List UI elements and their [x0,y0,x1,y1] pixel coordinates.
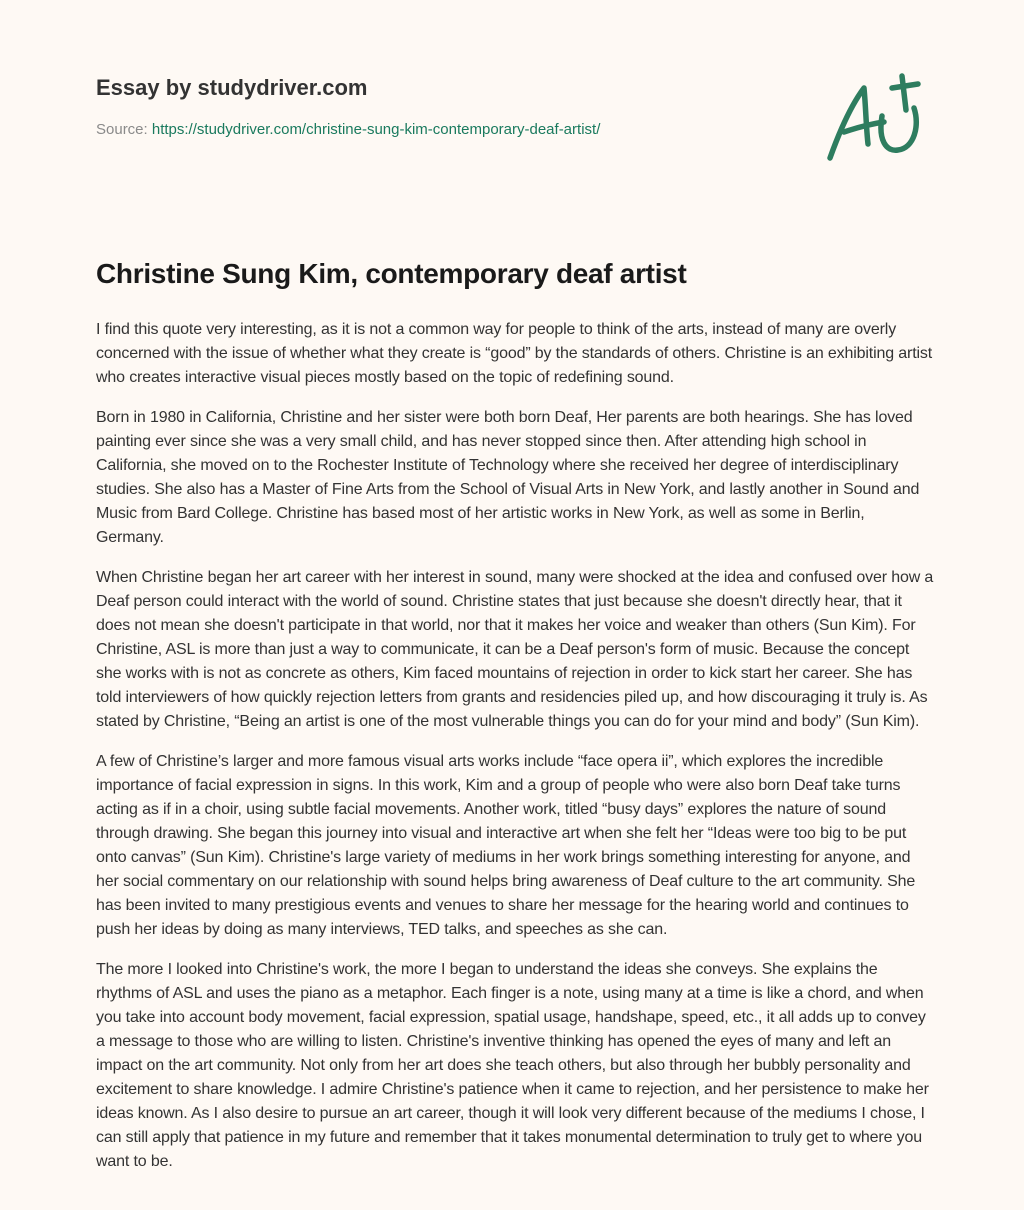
paragraph-4: A few of Christine’s larger and more famous visual arts works include “face opera ii”, which explores the incredible importance of facial expression in signs. In this work, Kim and a group of people who were also born Deaf take turns acting as if in a choir, using subtle facial movements. Another work, titled “busy days” explores the nature of sound through drawing. She began this journey into visual and interactive art when she felt her “Ideas were too big to be put onto canvas” (Sun Kim). Christine's large variety of mediums in her work brings something interesting for anyone, and her social commentary on our relationship with sound helps bring awareness of Deaf culture to the art community. She has been invited to many prestigious events and venues to share her message for the hearing world and continues to push her ideas by doing as many interviews, TED talks, and speeches as she can. [96,753,916,938]
page-header [96,74,796,140]
source-label: Source: [96,121,148,138]
paragraph-5: The more I looked into Christine's work, the more I began to understand the ideas she conveys. She explains the rhythms of ASL and uses the piano as a metaphor. Each finger is a note, using many at a time is like a chord, and when you take into account body movement, facial expression, spatial usage, handshape, speed, etc., it all adds up to convey a message to those who are willing to listen. Christine's inventive thinking has opened the eyes of many and left an impact on the art community. Not only from her art does she teach others, but also through her bubbly personality and excitement to share knowledge. I admire Christine's patience when it came to rejection, and her persistence to make her ideas known. As I also desire to pursue an art career, though it will look very different because of the mediums I chose, I can still apply that patience in my future and remember that it takes monumental determination to truly get to where you want to be. [96,961,929,1170]
essay-article [96,254,936,1190]
site-title: Essay by studydriver.com [96,75,368,100]
article-title: Christine Sung Kim, contemporary deaf artist [96,258,687,289]
paragraph-3: When Christine began her art career with her interest in sound, many were shocked at the idea and confused over how a Deaf person could interact with the world of sound. Christine states that just because she doesn't directly hear, that it does not mean she doesn't participate in that world, nor that it makes her voice and weaker than others (Sun Kim). For Christine, ASL is more than just a way to communicate, it can be a Deaf person's form of music. Because the concept she works with is not as concrete as others, Kim faced mountains of rejection in order to kick start her career. She has told interviewers of how quickly rejection letters from grants and residencies piled up, and how discouraging it truly is. As stated by Christine, “Being an artist is one of the most vulnerable things you can do for your mind and body” (Sun Kim). [96,569,934,730]
source-link[interactable]: https://studydriver.com/christine-sung-kim-contemporary-deaf-artist/ [151,121,601,138]
a-plus-grade-icon [822,70,928,164]
source-line [96,120,796,140]
paragraph-1: I find this quote very interesting, as it is not a common way for people to think of the arts, instead of many are overly concerned with the issue of whether what they create is “good” by the standards of others. Christine is an exhibiting artist who creates interactive visual pieces mostly based on the topic of redefining sound. [96,321,933,386]
paragraph-2: Born in 1980 in California, Christine and her sister were both born Deaf, Her parents are both hearings. She has loved painting ever since she was a very small child, and has never stopped since then. After attending high school in California, she moved on to the Rochester Institute of Technology where she received her degree of interdisciplinary studies. She also has a Master of Fine Arts from the School of Visual Arts in New York, and lastly another in Sound and Music from Bard College. Christine has based most of her artistic works in New York, as well as some in Berlin, Germany. [96,409,920,546]
